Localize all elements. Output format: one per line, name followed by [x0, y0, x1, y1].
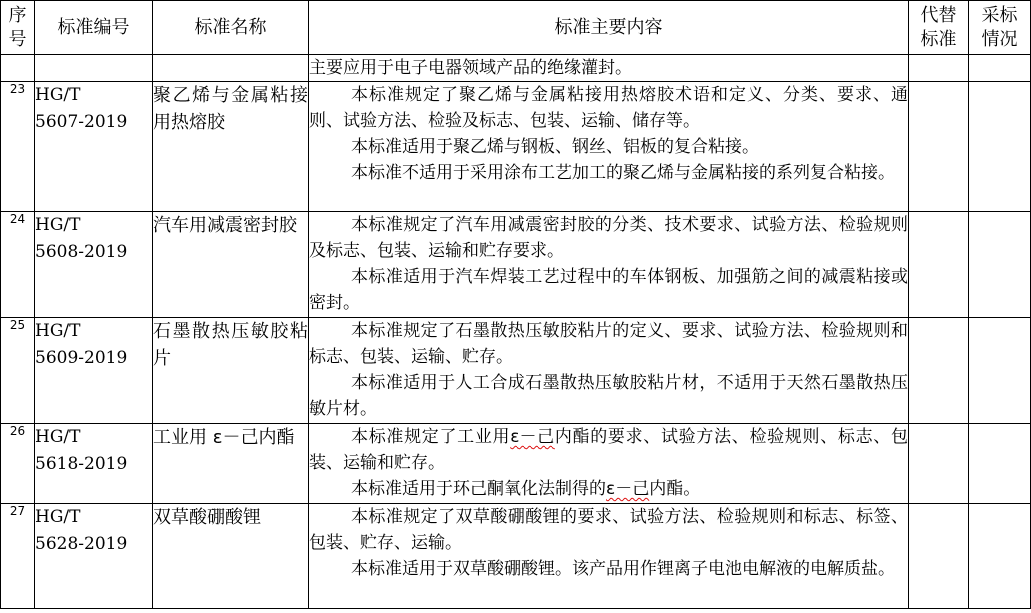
cell-adopt: [969, 82, 1031, 212]
cell-num: 23: [1, 82, 35, 212]
cell-name: 工业用 ε－己内酯: [153, 424, 309, 504]
cell-adopt: [969, 504, 1031, 609]
header-row: [1, 1, 1031, 55]
cell-code: HG/T 5628-2019: [35, 504, 153, 609]
header-replace: 代替 标准: [909, 1, 969, 55]
table-row: [1, 212, 1031, 318]
cell-num: 26: [1, 424, 35, 504]
cell-num: 27: [1, 504, 35, 609]
table-row: [1, 504, 1031, 609]
cell-name: 石墨散热压敏胶粘片: [153, 318, 309, 424]
cell-code: HG/T 5609-2019: [35, 318, 153, 424]
cell-adopt: [969, 318, 1031, 424]
header-code: 标准编号: [35, 1, 153, 55]
table-row: [1, 424, 1031, 504]
cell-name: 聚乙烯与金属粘接用热熔胶: [153, 82, 309, 212]
cell-num: [1, 55, 35, 82]
cell-content: 本标准规定了双草酸硼酸锂的要求、试验方法、检验规则和标志、标签、包装、贮存、运输。 本标准适用于双草酸硼酸锂。该产品用作锂离子电池电解液的电解质盐。: [309, 504, 909, 609]
header-name: 标准名称: [153, 1, 309, 55]
table-row-continuation: [1, 55, 1031, 82]
cell-replace: [909, 504, 969, 609]
cell-name: 双草酸硼酸锂: [153, 504, 309, 609]
header-content: 标准主要内容: [309, 1, 909, 55]
cell-replace: [909, 424, 969, 504]
cell-content: 本标准规定了聚乙烯与金属粘接用热熔胶术语和定义、分类、要求、通则、试验方法、检验及标志、包装、运输、储存等。 本标准适用于聚乙烯与钢板、钢丝、铝板的复合粘接。 本标准不适用于采用涂布工艺加工的聚乙烯与金属粘接的系列复合粘接。: [309, 82, 909, 212]
cell-adopt: [969, 212, 1031, 318]
cell-replace: [909, 55, 969, 82]
cell-replace: [909, 82, 969, 212]
cell-replace: [909, 318, 969, 424]
header-adopt: 采标 情况: [969, 1, 1031, 55]
cell-code: HG/T 5608-2019: [35, 212, 153, 318]
cell-name: [153, 55, 309, 82]
cell-code: HG/T 5607-2019: [35, 82, 153, 212]
cell-num: 24: [1, 212, 35, 318]
table-row: [1, 82, 1031, 212]
cell-name: 汽车用减震密封胶: [153, 212, 309, 318]
cell-content: 本标准规定了石墨散热压敏胶粘片的定义、要求、试验方法、检验规则和标志、包装、运输、贮存。 本标准适用于人工合成石墨散热压敏胶粘片材，不适用于天然石墨散热压敏片材。: [309, 318, 909, 424]
cell-content: 本标准规定了汽车用减震密封胶的分类、技术要求、试验方法、检验规则及标志、包装、运输和贮存要求。 本标准适用于汽车焊装工艺过程中的车体钢板、加强筋之间的减震粘接或密封。: [309, 212, 909, 318]
cell-num: 25: [1, 318, 35, 424]
cell-adopt: [969, 424, 1031, 504]
table-row: [1, 318, 1031, 424]
spellcheck-mark: ε－己: [510, 427, 555, 447]
spellcheck-mark: ε－己: [606, 479, 650, 499]
cell-code: HG/T 5618-2019: [35, 424, 153, 504]
cell-content: 主要应用于电子电器领域产品的绝缘灌封。: [309, 55, 909, 82]
cell-code: [35, 55, 153, 82]
cell-adopt: [969, 55, 1031, 82]
cell-replace: [909, 212, 969, 318]
header-seq: 序 号: [1, 1, 35, 55]
cell-content: 本标准规定了工业用ε－己内酯的要求、试验方法、检验规则、标志、包装、运输和贮存。 本标准适用于环己酮氧化法制得的ε－己内酯。: [309, 424, 909, 504]
